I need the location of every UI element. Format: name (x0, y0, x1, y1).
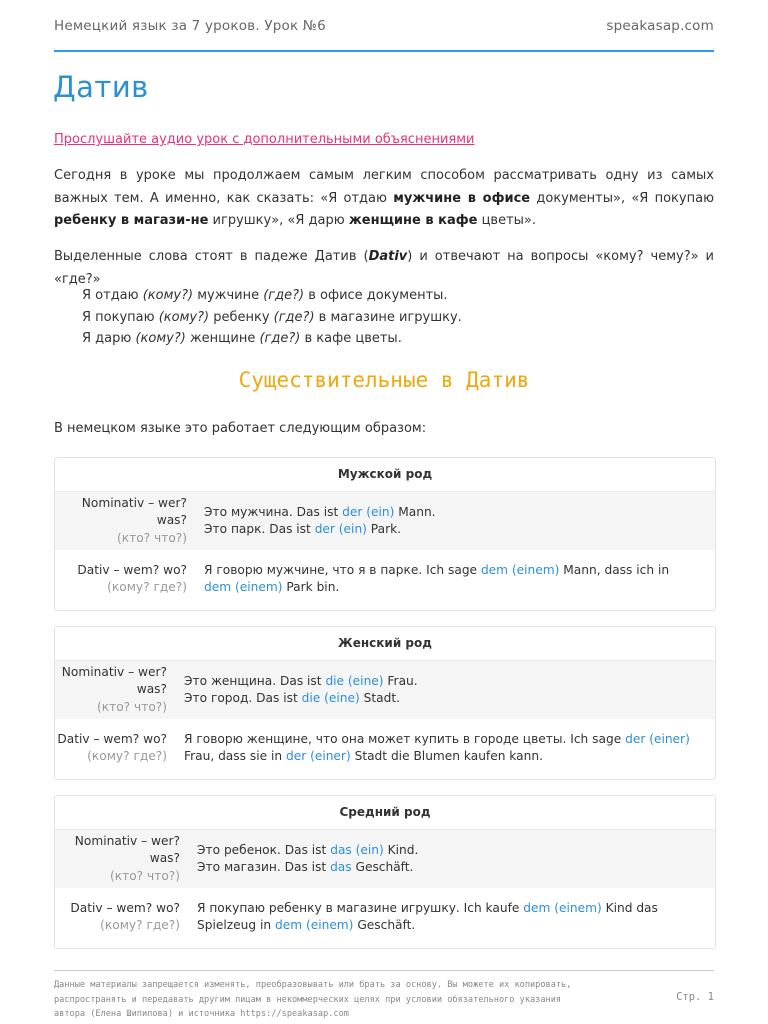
table-row (55, 888, 715, 946)
paragraph-text: игрушку», «Я дарю (208, 213, 349, 228)
example-line (82, 307, 462, 329)
example-text: Frau, dass sie in (184, 749, 286, 763)
case-name: Nominativ (74, 833, 138, 848)
case-hint: (кому? где?) (87, 749, 167, 763)
example-cell (177, 673, 704, 708)
article-highlight: dem (einem) (480, 562, 560, 577)
sentence-text: женщине (185, 331, 260, 346)
example-cell (177, 731, 704, 766)
example-text: Stadt die Blumen kaufen kann. (350, 749, 543, 763)
question-hint: (где?) (273, 309, 315, 325)
section-title: Существительные в Датив (238, 368, 530, 392)
table-header: Женский род (55, 627, 715, 661)
case-hint: (кто? что?) (117, 530, 187, 545)
article-highlight: die (eine) (325, 673, 384, 688)
example-text: Park bin. (282, 580, 340, 594)
case-cell (55, 562, 197, 597)
gender-table-feminine (54, 626, 716, 780)
case-questions: – wem? wo? (109, 562, 187, 577)
example-line (197, 900, 712, 935)
table-header: Мужской род (55, 458, 715, 492)
footer-divider (54, 970, 714, 971)
example-line (184, 690, 704, 708)
example-line (204, 562, 684, 597)
example-text: Mann, dass ich in (559, 562, 670, 577)
paragraph-text: Сегодня в уроке мы продолжаем самым легким способом рассматривать одну из самых важных тем. А именно, как сказать: «Я отдаю (54, 168, 714, 206)
example-text: Это женщина. Das ist (184, 673, 326, 688)
question-hint: (кому?) (135, 331, 186, 346)
example-text: Это ребенок. Das ist (197, 842, 331, 857)
sentence-text: в офисе документы. (304, 288, 448, 303)
article-highlight: der (einer) (625, 731, 690, 746)
example-cell (190, 900, 712, 935)
example-line (184, 673, 704, 691)
example-text: Kind. (383, 842, 419, 857)
case-cell (55, 900, 190, 935)
article-highlight: das (ein) (330, 842, 384, 857)
case-cell (55, 731, 177, 766)
gender-table-neuter (54, 795, 716, 949)
header-divider (54, 50, 714, 52)
article-highlight: der (ein) (342, 504, 395, 519)
case-cell (55, 495, 197, 548)
gender-table-masculine (54, 457, 716, 611)
example-text: Stadt. (359, 691, 401, 705)
sentence-text: мужчине (193, 288, 264, 303)
sentence-text: в кафе цветы. (300, 331, 402, 346)
example-line (204, 521, 704, 539)
case-questions: – wer? was? (124, 664, 167, 697)
example-text: Это магазин. Das ist (197, 860, 331, 874)
example-text: Geschäft. (353, 918, 416, 932)
example-sentences (82, 285, 462, 350)
example-line (82, 328, 462, 350)
question-hint: (где?) (259, 331, 301, 346)
question-hint: (где?) (263, 288, 305, 303)
example-text: Geschäft. (351, 860, 414, 874)
sentence-text: Я отдаю (82, 288, 143, 303)
case-name: Dativ (57, 731, 90, 746)
example-text: Это город. Das ist (184, 691, 302, 705)
example-text: Это мужчина. Das ist (204, 504, 343, 519)
case-name: Nominativ (61, 664, 125, 679)
example-text: Я говорю женщине, что она может купить в городе цветы. Ich sage (184, 731, 626, 746)
example-text: Mann. (394, 504, 436, 519)
section-intro: В немецком языке это работает следующим образом: (54, 421, 427, 436)
case-name: Dativ (77, 562, 110, 577)
case-name: Nominativ (81, 495, 145, 510)
example-text: Это парк. Das ist (204, 522, 315, 536)
case-hint: (кому? где?) (107, 580, 187, 594)
page-header (54, 16, 714, 36)
highlighted-phrase: ребенку в магази-не (54, 213, 209, 228)
example-text: Kind das Spielzeug in (197, 900, 658, 932)
article-highlight: der (ein) (314, 522, 367, 536)
example-line (197, 842, 707, 860)
case-hint: (кто? что?) (97, 699, 167, 714)
table-row (55, 492, 715, 550)
article-highlight: dem (einem) (274, 918, 354, 932)
case-cell (55, 833, 190, 886)
sentence-text: в магазине игрушку. (314, 309, 462, 325)
example-text: Я покупаю ребенку в магазине игрушку. Ich kaufe (197, 900, 524, 915)
example-line (82, 285, 462, 307)
paragraph-text: документы», «Я покупаю (530, 190, 715, 206)
sentence-text: Я покупаю (82, 309, 159, 325)
case-hint: (кому? где?) (100, 918, 180, 932)
dativ-term: Dativ (368, 249, 408, 264)
paragraph-text: цветы». (477, 213, 537, 228)
highlighted-phrase: женщине в кафе (348, 213, 478, 228)
table-row (55, 661, 715, 719)
example-line (204, 504, 704, 522)
case-name: Dativ (70, 900, 103, 915)
example-line (197, 859, 707, 877)
table-row (55, 830, 715, 888)
page-title: Датив (53, 70, 149, 104)
table-header: Средний род (55, 796, 715, 830)
example-text: Frau. (383, 673, 418, 688)
site-name[interactable]: speakasap.com (606, 18, 714, 34)
example-cell (197, 504, 704, 539)
case-hint: (кто? что?) (110, 868, 180, 883)
sentence-text: ребенку (209, 309, 274, 325)
example-cell (190, 842, 707, 877)
intro-paragraph (54, 165, 714, 233)
sentence-text: Я дарю (82, 331, 136, 346)
audio-lesson-link[interactable]: Прослушайте аудио урок с дополнительными объяснениями (54, 132, 475, 147)
footer-notice: Данные материалы запрещается изменять, преобразовывать или брать за основу. Вы можете их копировать, распространять и передавать другим лицам в некоммерческих целях при условии обязательного указания автора (Елена Шипилова) и источника https://speakasap.com (54, 980, 572, 1019)
article-highlight: das (330, 860, 352, 874)
example-line (184, 731, 704, 766)
course-title: Немецкий язык за 7 уроков. Урок №6 (54, 18, 326, 34)
question-hint: (кому?) (158, 309, 210, 325)
table-row (55, 550, 715, 608)
article-highlight: dem (einem) (523, 900, 602, 915)
article-highlight: der (einer) (285, 749, 351, 763)
article-highlight: dem (einem) (204, 580, 283, 594)
article-highlight: die (eine) (301, 691, 360, 705)
case-cell (55, 664, 177, 717)
dativ-text-before: Выделенные слова стоят в падеже Датив ( (54, 249, 369, 264)
example-text: Я говорю мужчине, что я в парке. Ich sage (204, 562, 481, 577)
example-cell (197, 562, 684, 597)
table-row (55, 719, 715, 777)
case-questions: – wem? wo? (102, 900, 180, 915)
page-number: Стр. 1 (676, 991, 714, 1003)
example-text: Park. (366, 522, 402, 536)
case-questions: – wem? wo? (89, 731, 167, 746)
dativ-text-after: ) и отвечают на вопросы «кому? чему?» и «где?» (54, 249, 714, 287)
question-hint: (кому?) (142, 288, 194, 303)
case-questions: – wer? was? (144, 495, 187, 528)
case-questions: – wer? was? (137, 833, 180, 866)
highlighted-phrase: мужчине в офисе (393, 190, 531, 206)
